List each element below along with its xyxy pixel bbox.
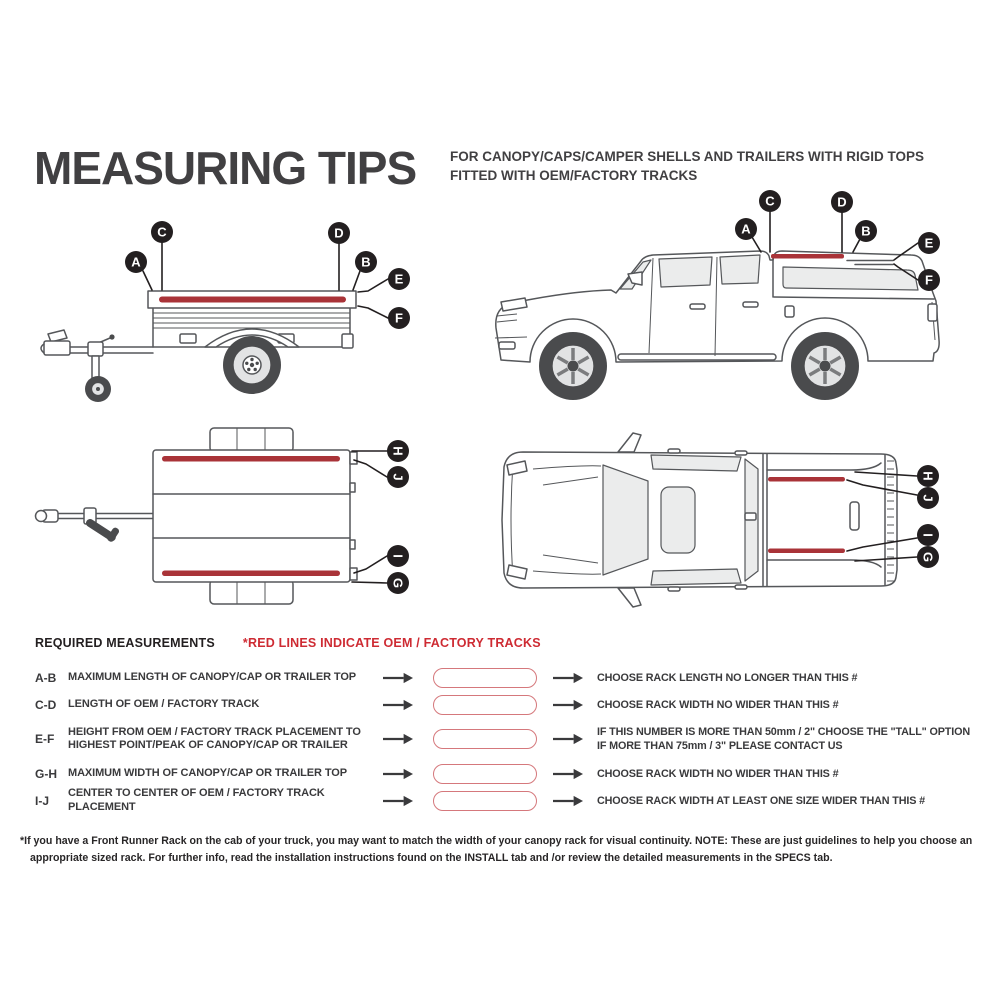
svg-text:D: D (837, 194, 847, 210)
arrow-right-icon (553, 768, 583, 780)
jockey-crank (84, 517, 120, 542)
truck-front-wheel (539, 332, 607, 400)
measurement-label: HEIGHT FROM OEM / FACTORY TRACK PLACEMENT TO HIGHEST POINT/PEAK OF CANOPY/CAP OR TRAILER (68, 725, 361, 751)
measurement-code: E-F (35, 732, 55, 746)
arrow-right-icon (383, 733, 413, 745)
side-glass-strip (651, 455, 741, 471)
measurements-table (35, 664, 970, 814)
arrow-right-icon (553, 733, 583, 745)
sunroof (661, 487, 695, 553)
marker-E (918, 232, 940, 254)
arrow-right-icon (553, 699, 583, 711)
svg-text:C: C (157, 224, 167, 240)
side-glass-strip (651, 569, 741, 585)
trailer-top-art (36, 428, 358, 604)
truck-rear-wheel (791, 332, 859, 400)
marker-I (387, 545, 409, 567)
measurement-code: A-B (35, 670, 57, 685)
marker-leader-lines (352, 451, 387, 583)
truck-side-view-diagram (485, 190, 975, 415)
marker-I (917, 524, 939, 546)
arrow-right-icon (383, 768, 413, 780)
front-door-window (659, 257, 712, 287)
door-handle (690, 304, 705, 309)
svg-text:I: I (920, 533, 936, 537)
measurement-label: LENGTH OF OEM / FACTORY TRACK (68, 697, 260, 710)
svg-text:B: B (361, 254, 371, 270)
measurement-input-box[interactable] (433, 764, 537, 784)
measurements-header (35, 636, 541, 650)
marker-G (917, 546, 939, 568)
arrow-right-icon (383, 795, 413, 807)
marker-C (151, 221, 173, 243)
measurement-result: IF THIS NUMBER IS MORE THAN 50mm / 2" CHOOSE THE "TALL" OPTION IF MORE THAN 75mm / 3" PLEASE CONTACT US (597, 726, 970, 752)
side-mirror (618, 433, 641, 452)
svg-text:D: D (334, 225, 344, 241)
measurement-result: CHOOSE RACK WIDTH AT LEAST ONE SIZE WIDER THAN THIS # (597, 794, 925, 807)
oem-track-line (159, 297, 346, 303)
svg-text:A: A (131, 254, 141, 270)
marker-H (917, 465, 939, 487)
svg-text:A: A (741, 221, 751, 237)
oem-track-line (162, 571, 340, 577)
marker-A (735, 218, 757, 240)
canopy-window (783, 267, 918, 290)
marker-J (387, 466, 409, 488)
arrow-right-icon (383, 699, 413, 711)
footnote: *If you have a Front Runner Rack on the cab of your truck, you may want to match the width of your canopy rack for visual continuity. NOTE: These are just guidelines to help you choose an appropriate sized rack. For further info, read the installation instructions found on the INSTALL tab and /or review the detailed measurements in the SPECS tab. (20, 835, 973, 864)
measurement-label: MAXIMUM LENGTH OF CANOPY/CAP OR TRAILER TOP (68, 670, 357, 683)
page-subtitle: FOR CANOPY/CAPS/CAMPER SHELLS AND TRAILERS WITH RIGID TOPS FITTED WITH OEM/FACTORY TRACKS (450, 149, 925, 183)
measurement-result: CHOOSE RACK WIDTH NO WIDER THAN THIS # (597, 767, 839, 780)
marker-J (917, 487, 939, 509)
svg-text:F: F (395, 310, 403, 326)
marker-B (355, 251, 377, 273)
arrow-right-icon (553, 795, 583, 807)
truck-body-top (502, 452, 897, 588)
measurement-code: I-J (35, 793, 50, 808)
measurement-input-box[interactable] (433, 668, 537, 688)
svg-text:J: J (920, 494, 936, 502)
measurement-input-box[interactable] (433, 729, 537, 749)
fog-light (499, 342, 515, 349)
svg-text:C: C (765, 193, 775, 209)
measurement-label: MAXIMUM WIDTH OF CANOPY/CAP OR TRAILER TOP (68, 766, 347, 779)
oem-track-line (768, 549, 845, 554)
svg-text:G: G (390, 577, 406, 589)
measurements-heading: REQUIRED MEASUREMENTS (35, 636, 215, 650)
marker-E (388, 268, 410, 290)
measurement-row-ab (35, 664, 970, 691)
svg-text:G: G (920, 551, 936, 563)
measurement-row-ij (35, 787, 970, 814)
red-lines-legend: *RED LINES INDICATE OEM / FACTORY TRACKS (242, 636, 541, 650)
svg-text:I: I (390, 554, 406, 558)
arrow-right-icon (383, 672, 413, 684)
marker-D (831, 191, 853, 213)
arrow-right-icon (553, 672, 583, 684)
trailer-wheel (223, 336, 281, 394)
running-board (618, 354, 776, 360)
oem-track-line (768, 477, 845, 482)
truck-top-art (502, 433, 897, 607)
side-mirror (618, 588, 641, 607)
hitch-handle (48, 330, 67, 342)
marker-F (918, 269, 940, 291)
marker-D (328, 222, 350, 244)
jockey-wheel (85, 334, 115, 402)
svg-text:J: J (390, 473, 406, 481)
measurement-code: C-D (35, 697, 57, 712)
marker-G (387, 572, 409, 594)
svg-text:B: B (861, 223, 871, 239)
marker-B (855, 220, 877, 242)
svg-text:H: H (390, 446, 406, 456)
measurement-label: CENTER TO CENTER OF OEM / FACTORY TRACK PLACEMENT (68, 787, 325, 813)
measurement-row-gh (35, 760, 970, 787)
fuel-door (785, 306, 794, 317)
oem-track-line (771, 254, 844, 259)
measurement-code: G-H (35, 766, 57, 781)
marker-C (759, 190, 781, 212)
trailer-box-top (153, 450, 350, 582)
oem-track-line (162, 456, 340, 462)
trailer-side-art (41, 291, 356, 402)
svg-text:H: H (920, 471, 936, 481)
truck-top-view-diagram (483, 425, 975, 615)
windshield-top (603, 465, 648, 575)
canopy-rear-handle (850, 502, 859, 530)
svg-text:E: E (924, 235, 934, 251)
hitch-coupler (44, 341, 70, 355)
svg-text:F: F (925, 272, 933, 288)
measurement-input-box[interactable] (433, 791, 537, 811)
measurement-input-box[interactable] (433, 695, 537, 715)
marker-A (125, 251, 147, 273)
measurement-row-ef (35, 718, 970, 760)
svg-text:E: E (394, 271, 404, 287)
door-handle (743, 302, 758, 307)
measurement-result: CHOOSE RACK WIDTH NO WIDER THAN THIS # (597, 698, 839, 711)
measurement-row-cd (35, 691, 970, 718)
page-title: MEASURING TIPS (34, 142, 417, 194)
rear-door-window (720, 255, 760, 284)
trailer-side-view-diagram (30, 212, 460, 417)
marker-F (388, 307, 410, 329)
trailer-top-view-diagram (30, 423, 450, 618)
marker-H (387, 440, 409, 462)
measurement-result: CHOOSE RACK LENGTH NO LONGER THAN THIS # (597, 671, 858, 684)
truck-side-art (495, 251, 939, 400)
taillight (928, 304, 937, 321)
